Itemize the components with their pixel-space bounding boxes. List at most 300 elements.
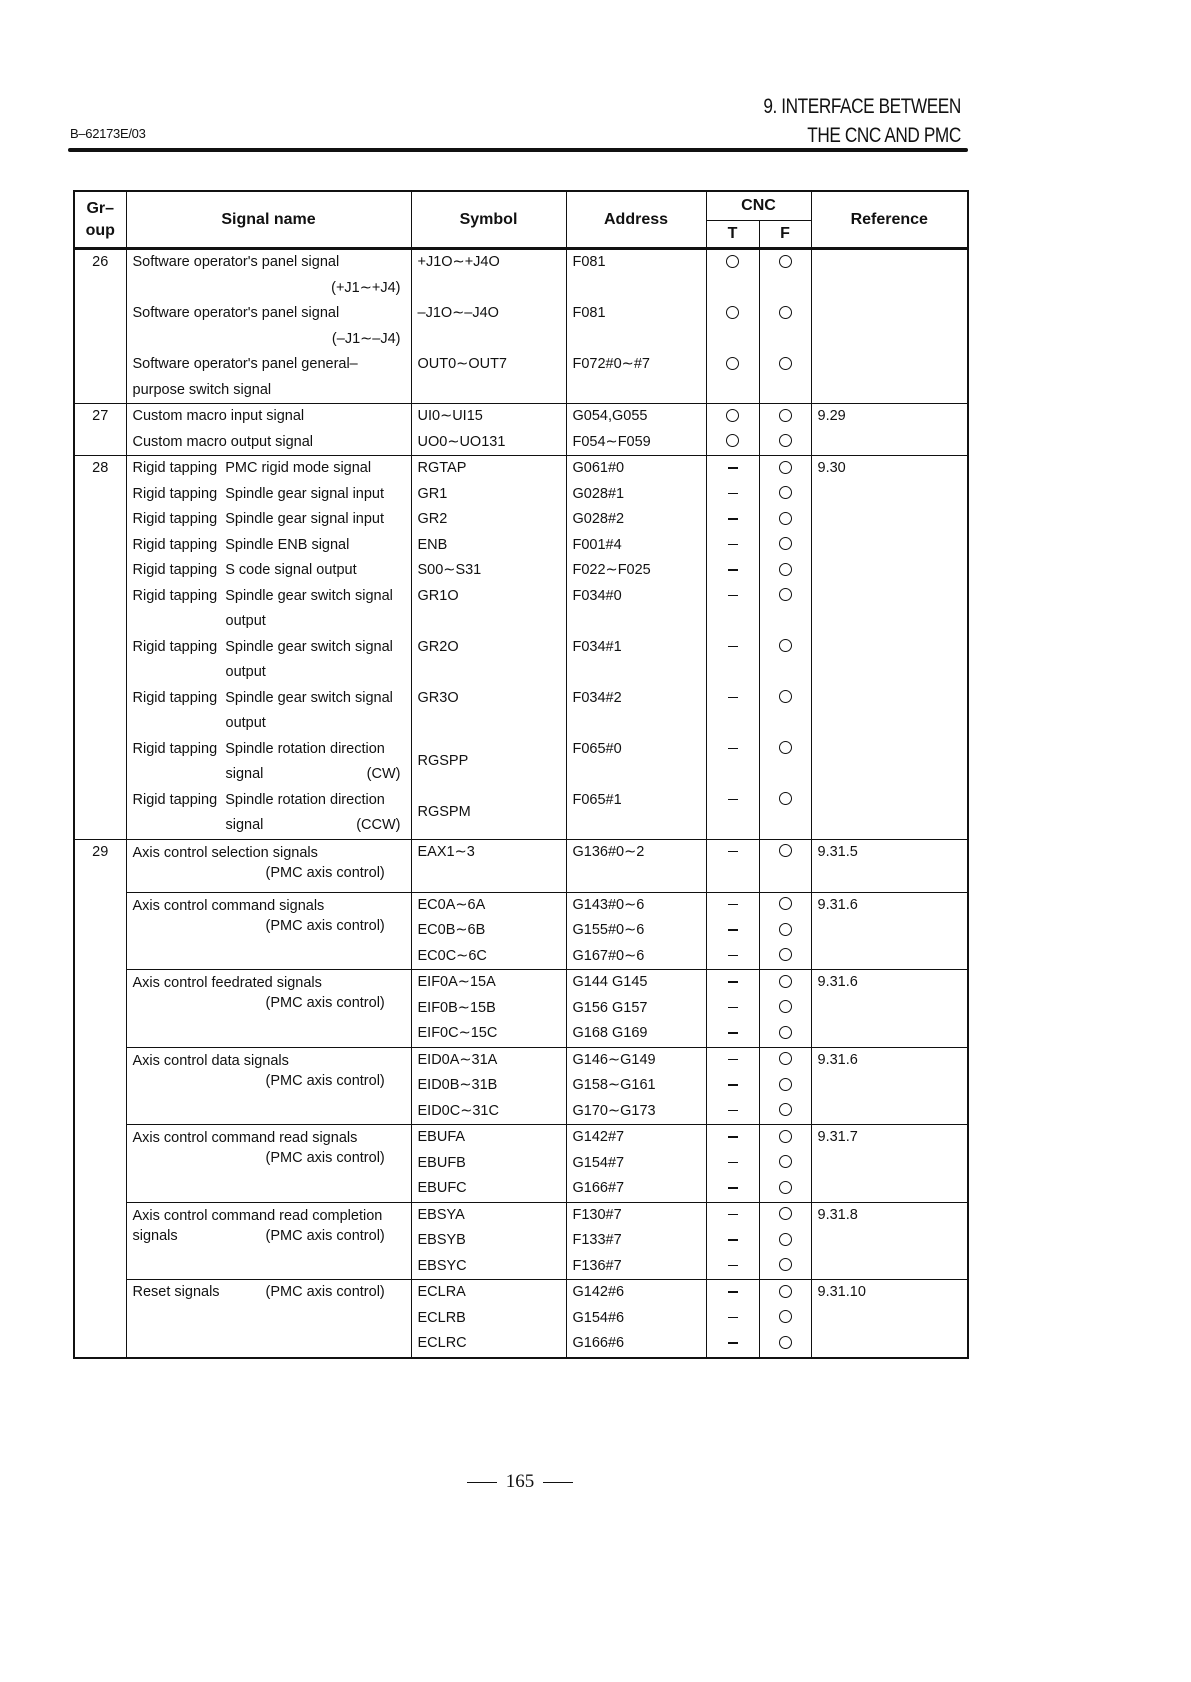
not-supported-dash-icon (728, 1007, 738, 1009)
supported-circle-icon (779, 537, 792, 550)
address-text: F034#2 (572, 689, 622, 706)
symbol (411, 635, 566, 686)
symbol-text: ECLRA (417, 1284, 466, 1300)
address (566, 635, 706, 686)
cnc-t-empty (706, 276, 759, 302)
symbol-text: EC0B∼6B (417, 922, 486, 938)
supported-circle-icon (779, 1336, 792, 1349)
address (566, 686, 706, 737)
column-header-reference: Reference (811, 191, 968, 249)
address (566, 1228, 706, 1254)
supported-circle-icon (779, 357, 792, 370)
symbol-text: ENB (417, 536, 448, 553)
reference-text: 9.31.8 (817, 1206, 858, 1223)
cnc-t-mark (706, 352, 759, 378)
not-supported-dash-icon (728, 799, 738, 801)
group-number-continuation (74, 866, 126, 893)
header-rule (68, 148, 968, 152)
signal-name-text: Spindle rotation direction (225, 791, 385, 808)
chapter-title-line2: THE CNC AND PMC (807, 124, 961, 147)
address (566, 249, 706, 276)
reference (811, 1202, 968, 1280)
cnc-t-mark (706, 430, 759, 456)
group-number-continuation (74, 1202, 126, 1280)
signal-name-qualifier-line (133, 993, 411, 1013)
cnc-t-mark (706, 1254, 759, 1280)
cnc-f-mark (759, 1099, 811, 1125)
not-supported-dash-icon (728, 929, 738, 931)
address (566, 788, 706, 840)
signal-name-continuation-text: purpose switch signal (132, 381, 272, 398)
reference (811, 892, 968, 970)
cnc-f-mark (759, 301, 811, 327)
spacer (133, 916, 266, 936)
spacer (133, 1148, 266, 1168)
reference (811, 249, 968, 404)
symbol (411, 533, 566, 559)
supported-circle-icon (779, 409, 792, 422)
address (566, 1254, 706, 1280)
symbol-text: UI0∼UI15 (417, 408, 483, 424)
cnc-t-mark (706, 737, 759, 788)
signal-name-text: Software operator's panel signal (132, 254, 340, 270)
group-number-text: 29 (92, 843, 109, 860)
signal-name-continuation-text: signal (225, 766, 264, 782)
signal-name-continuation (126, 762, 411, 788)
supported-circle-icon (779, 1310, 792, 1323)
supported-circle-icon (779, 1285, 792, 1298)
address (566, 456, 706, 482)
cnc-f-mark (759, 352, 811, 378)
address-text: G028#2 (572, 511, 625, 527)
not-supported-dash-icon (728, 493, 738, 495)
address (566, 352, 706, 378)
address-text: G143#0∼6 (572, 896, 645, 913)
symbol-text: EC0A∼6A (417, 896, 486, 913)
address-text: G154#6 (572, 1309, 625, 1326)
symbol-text: ECLRB (417, 1309, 466, 1326)
address-text: F133#7 (572, 1232, 622, 1248)
address (566, 944, 706, 970)
address-text: F072#0∼#7 (572, 356, 650, 372)
group-29-subsection (74, 1280, 968, 1358)
signal-name (126, 635, 411, 661)
cnc-t-mark (706, 1021, 759, 1047)
supported-circle-icon (779, 1103, 792, 1116)
cnc-t-mark (706, 1280, 759, 1306)
address-text: G158∼G161 (572, 1077, 656, 1093)
not-supported-dash-icon (728, 1265, 738, 1267)
cnc-t-mark (706, 533, 759, 559)
table-header (74, 191, 968, 249)
address-text: G168 G169 (572, 1025, 648, 1041)
symbol (411, 1073, 566, 1099)
signal-name-qualifier: (PMC axis control) (265, 1072, 385, 1089)
symbol (411, 1125, 566, 1151)
symbol (411, 1254, 566, 1280)
address (566, 1125, 706, 1151)
not-supported-dash-icon (728, 518, 738, 520)
signal-name-continuation (126, 609, 411, 635)
reference (811, 839, 968, 892)
cnc-t-mark (706, 892, 759, 918)
address (566, 1176, 706, 1202)
spacer (133, 993, 266, 1013)
supported-circle-icon (779, 639, 792, 652)
signal-name-text: Spindle gear switch signal (225, 587, 393, 604)
supported-circle-icon (779, 1181, 792, 1194)
not-supported-dash-icon (728, 981, 738, 983)
signal-name-prefix: Rigid tapping (132, 511, 218, 527)
symbol (411, 892, 566, 918)
group-number (74, 404, 126, 456)
address-text: F054∼F059 (572, 433, 651, 450)
document-id: B–62173E/03 (70, 126, 146, 141)
symbol (411, 1047, 566, 1073)
group-29-subsection (74, 839, 968, 892)
signal-name-qualifier-line (133, 1148, 411, 1168)
symbol (411, 686, 566, 737)
address (566, 430, 706, 456)
cnc-f-mark (759, 249, 811, 276)
symbol-text: GR2O (417, 638, 459, 655)
reference-text: 9.31.5 (817, 843, 858, 860)
address (566, 558, 706, 584)
symbol-text: EBSYA (417, 1206, 465, 1223)
signal-name (126, 737, 411, 763)
cnc-t-mark (706, 1331, 759, 1358)
table-row (74, 1125, 968, 1151)
cnc-t-mark (706, 1151, 759, 1177)
table-row (74, 456, 968, 482)
group-29-subsection (74, 970, 968, 1048)
signal-name-continuation (126, 660, 411, 686)
cnc-f-mark (759, 1306, 811, 1332)
symbol (411, 1331, 566, 1358)
table-row (74, 970, 968, 996)
not-supported-dash-icon (728, 904, 738, 906)
symbol-text: –J1O∼–J4O (417, 305, 499, 321)
signal-name-qualifier: (PMC axis control) (265, 995, 385, 1011)
cnc-t-empty (706, 378, 759, 404)
group-27-section (74, 404, 968, 456)
cnc-t-mark (706, 1228, 759, 1254)
table-row (74, 892, 968, 918)
signal-name-text: Spindle ENB signal (225, 536, 350, 553)
signal-name-prefix: Rigid tapping (132, 562, 218, 578)
symbol (411, 839, 566, 866)
signal-name-qualifier-line (133, 1071, 411, 1091)
group-number (74, 456, 126, 840)
cnc-t-mark (706, 301, 759, 327)
address (566, 1151, 706, 1177)
address-empty (566, 866, 706, 893)
signal-name-qualifier: (PMC axis control) (265, 864, 385, 881)
address-text: F034#0 (572, 587, 622, 604)
signal-name-continuation-line (133, 813, 411, 839)
symbol-text: EBUFC (417, 1180, 467, 1196)
address-text: G061#0 (572, 460, 625, 476)
group-number (74, 249, 126, 404)
supported-circle-icon (726, 357, 739, 370)
supported-circle-icon (779, 1155, 792, 1168)
signal-name-text: Spindle gear switch signal (225, 638, 393, 655)
page-number (0, 1471, 1040, 1493)
cnc-f-mark (759, 1331, 811, 1358)
address (566, 1306, 706, 1332)
symbol (411, 1202, 566, 1228)
address (566, 737, 706, 788)
signal-name-text: Custom macro output signal (132, 433, 314, 450)
address-empty (566, 378, 706, 404)
symbol (411, 249, 566, 276)
signal-name-continuation-text: (+J1∼+J4) (331, 279, 401, 296)
address (566, 1073, 706, 1099)
supported-circle-icon (779, 1026, 792, 1039)
signal-name (126, 507, 411, 533)
symbol-text: GR2 (417, 511, 448, 527)
symbol (411, 788, 566, 840)
supported-circle-icon (779, 563, 792, 576)
signal-name (126, 482, 411, 508)
supported-circle-icon (726, 255, 739, 268)
signal-name (126, 970, 411, 1048)
signal-name-text: Software operator's panel signal (132, 305, 340, 321)
cnc-f-mark (759, 507, 811, 533)
symbol-text: EIF0B∼15B (417, 999, 496, 1016)
signal-name-line (133, 970, 411, 993)
signal-name-text: Axis control command signals (132, 897, 325, 914)
not-supported-dash-icon (728, 1032, 738, 1034)
symbol (411, 918, 566, 944)
reference-text: 9.31.6 (817, 1051, 858, 1068)
cnc-f-empty (759, 866, 811, 893)
not-supported-dash-icon (728, 1059, 738, 1061)
address (566, 970, 706, 996)
signal-name (126, 839, 411, 892)
cnc-f-empty (759, 378, 811, 404)
address (566, 482, 706, 508)
supported-circle-icon (779, 1052, 792, 1065)
symbol-text: RGSPM (417, 804, 471, 821)
supported-circle-icon (779, 948, 792, 961)
cnc-f-mark (759, 1176, 811, 1202)
address-empty (566, 276, 706, 302)
supported-circle-icon (779, 1258, 792, 1271)
not-supported-dash-icon (728, 851, 738, 853)
not-supported-dash-icon (728, 646, 738, 648)
address-text: F081 (572, 305, 606, 321)
cnc-f-mark (759, 558, 811, 584)
signal-name-text: Axis control data signals (132, 1052, 289, 1069)
symbol-text: EID0A∼31A (417, 1051, 498, 1068)
supported-circle-icon (779, 975, 792, 988)
cnc-t-mark (706, 1047, 759, 1073)
group-28-section (74, 456, 968, 840)
address-text: G142#6 (572, 1284, 625, 1300)
cnc-f-mark (759, 839, 811, 866)
signal-name-prefix: Rigid tapping (132, 587, 218, 604)
symbol (411, 482, 566, 508)
reference-text: 9.29 (817, 408, 846, 424)
signal-name-text: Axis control selection signals (132, 844, 318, 861)
address-text: F065#0 (572, 740, 622, 757)
signal-name-qualifier-line (133, 916, 411, 936)
address (566, 996, 706, 1022)
signal-name-text: Custom macro input signal (132, 408, 305, 424)
address (566, 918, 706, 944)
cnc-f-mark (759, 1280, 811, 1306)
group-number-continuation (74, 970, 126, 1048)
not-supported-dash-icon (728, 595, 738, 597)
address-text: G155#0∼6 (572, 922, 645, 938)
address-text: G154#7 (572, 1154, 625, 1171)
cnc-f-mark (759, 892, 811, 918)
signal-name-text: PMC rigid mode signal (225, 460, 372, 476)
signal-name (126, 533, 411, 559)
signal-name-text: Spindle gear switch signal (225, 689, 393, 706)
signal-name (126, 1125, 411, 1203)
cnc-t-mark (706, 839, 759, 866)
address-text: G170∼G173 (572, 1102, 656, 1119)
signal-name-continuation-line (133, 660, 411, 686)
chapter-title-line1: 9. INTERFACE BETWEEN (763, 95, 961, 118)
symbol (411, 352, 566, 378)
symbol (411, 1099, 566, 1125)
signal-name-text: Axis control feedrated signals (132, 975, 322, 991)
symbol-text: EC0C∼6C (417, 947, 487, 964)
group-number-continuation (74, 1047, 126, 1125)
supported-circle-icon (779, 1207, 792, 1220)
address-text: G054,G055 (572, 408, 648, 424)
cnc-t-mark (706, 456, 759, 482)
chapter-title (763, 92, 961, 150)
address (566, 1047, 706, 1073)
symbol-text: S00∼S31 (417, 562, 482, 578)
cnc-f-mark (759, 1073, 811, 1099)
symbol (411, 456, 566, 482)
signal-name-line (133, 1280, 411, 1306)
signal-name-continuation (126, 813, 411, 839)
reference (811, 1280, 968, 1358)
cnc-t-mark (706, 970, 759, 996)
cnc-t-empty (706, 866, 759, 893)
reference-text: 9.31.10 (817, 1284, 866, 1300)
signal-name-direction: (CW) (366, 766, 401, 782)
group-number-text: 28 (92, 460, 109, 476)
cnc-t-mark (706, 1125, 759, 1151)
signal-name-qualifier: (PMC axis control) (265, 1227, 385, 1244)
not-supported-dash-icon (728, 1342, 738, 1344)
signal-name-text: Spindle gear signal input (225, 511, 385, 527)
cnc-t-mark (706, 1202, 759, 1228)
group-number-text: 27 (92, 408, 109, 424)
signal-name-continuation (126, 378, 411, 404)
cnc-f-mark (759, 686, 811, 737)
signal-name (126, 584, 411, 610)
not-supported-dash-icon (728, 544, 738, 546)
cnc-f-mark (759, 1254, 811, 1280)
supported-circle-icon (779, 486, 792, 499)
signal-name-continuation-text: signals (132, 1227, 178, 1244)
cnc-f-mark (759, 970, 811, 996)
symbol-text: RGSPP (417, 753, 469, 770)
not-supported-dash-icon (728, 1136, 738, 1138)
cnc-t-mark (706, 1306, 759, 1332)
supported-circle-icon (779, 306, 792, 319)
signal-name (126, 352, 411, 378)
symbol-text: EBUFA (417, 1129, 466, 1145)
signal-name-prefix: Rigid tapping (132, 791, 218, 808)
address-text: G156 G157 (572, 999, 648, 1016)
cnc-f-mark (759, 456, 811, 482)
symbol (411, 430, 566, 456)
reference (811, 1125, 968, 1203)
symbol-text: GR1 (417, 485, 448, 502)
signal-name-continuation-line (133, 711, 411, 737)
signal-name-qualifier: (PMC axis control) (265, 1150, 385, 1166)
address (566, 1202, 706, 1228)
signal-name-qualifier: (PMC axis control) (265, 1284, 385, 1300)
address (566, 584, 706, 635)
cnc-f-mark (759, 584, 811, 635)
symbol-text: EBSYC (417, 1257, 467, 1274)
signal-name-continuation (126, 711, 411, 737)
address-text: F065#1 (572, 791, 622, 808)
cnc-t-mark (706, 788, 759, 840)
spacer (133, 863, 266, 883)
symbol (411, 970, 566, 996)
supported-circle-icon (779, 923, 792, 936)
signal-name (126, 249, 411, 276)
cnc-t-mark (706, 404, 759, 430)
column-header-group (74, 191, 126, 249)
group-number-text: 26 (92, 254, 109, 270)
signal-name-text: Spindle rotation direction (225, 740, 385, 757)
group-number-continuation (74, 1280, 126, 1358)
reference (811, 456, 968, 840)
signal-name (126, 1202, 411, 1280)
signal-name-text: S code signal output (225, 562, 357, 578)
symbol-empty (411, 378, 566, 404)
symbol (411, 301, 566, 327)
cnc-t-mark (706, 507, 759, 533)
signal-name-qualifier-line (133, 863, 411, 883)
cnc-f-mark (759, 533, 811, 559)
page-number-dash-right (543, 1482, 573, 1483)
symbol-text: EID0B∼31B (417, 1077, 498, 1093)
supported-circle-icon (779, 741, 792, 754)
address-text: G166#6 (572, 1335, 625, 1351)
symbol (411, 584, 566, 635)
supported-circle-icon (779, 1000, 792, 1013)
address (566, 533, 706, 559)
address-text: F022∼F025 (572, 562, 651, 578)
signal-name-continuation-line (133, 762, 411, 788)
address (566, 892, 706, 918)
supported-circle-icon (726, 409, 739, 422)
cnc-f-empty (759, 327, 811, 353)
address-empty (566, 327, 706, 353)
signal-name (126, 788, 411, 814)
signal-name-text: Spindle gear signal input (225, 485, 385, 502)
page-number-dash-left (467, 1482, 497, 1483)
address (566, 404, 706, 430)
signal-name-line (133, 1203, 411, 1226)
not-supported-dash-icon (728, 748, 738, 750)
cnc-f-empty (759, 276, 811, 302)
not-supported-dash-icon (728, 467, 738, 469)
